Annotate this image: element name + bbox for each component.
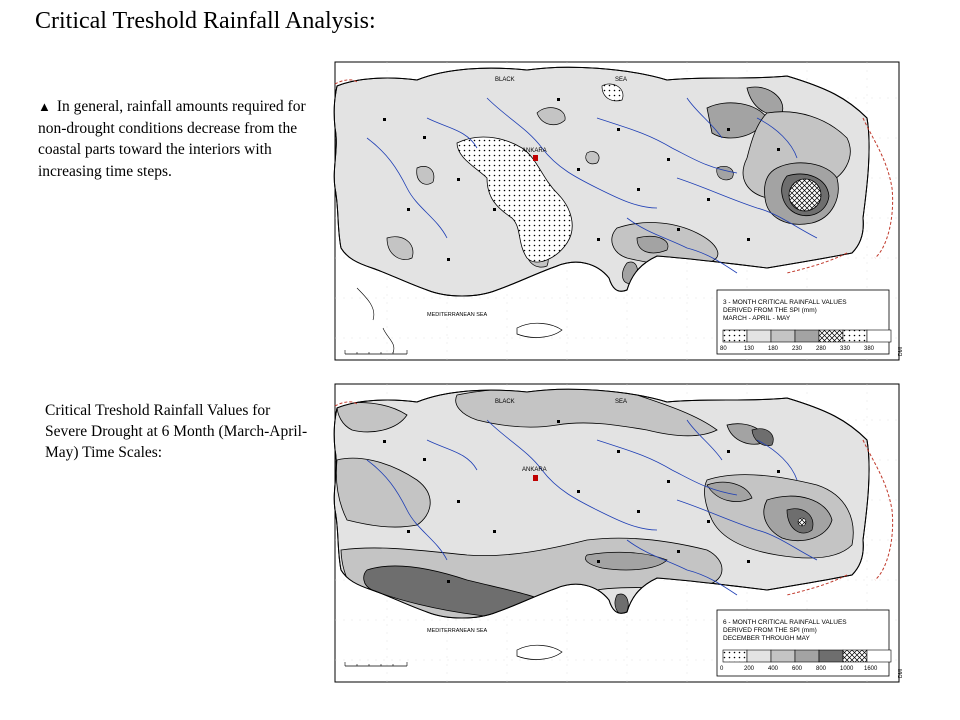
summary-note-text: In general, rainfall amounts required for non-drought conditions decrease from the coastal parts toward the interiors with increasing time steps.	[38, 98, 306, 180]
legend-tick-label: 600	[792, 666, 803, 672]
summary-note	[38, 96, 318, 182]
map-legend	[717, 610, 891, 676]
page-title: Critical Treshold Rainfall Analysis:	[35, 8, 376, 34]
legend-swatch	[747, 330, 771, 342]
rainfall-map-3-month	[327, 58, 907, 364]
legend-swatch	[723, 330, 747, 342]
legend-title-line3: DECEMBER THROUGH MAY	[723, 635, 810, 642]
legend-tick-label: 800	[816, 666, 827, 672]
rainfall-map-6-month	[327, 380, 907, 686]
legend-title-line3: MARCH - APRIL - MAY	[723, 315, 791, 322]
legend-swatch	[843, 330, 867, 342]
legend-swatch	[771, 650, 795, 662]
legend-tick-label: 80	[720, 346, 727, 352]
legend-swatch	[723, 650, 747, 662]
sea-north-label-1: BLACK	[495, 77, 515, 83]
sea-north-label-1: BLACK	[495, 399, 515, 405]
legend-tick-label: 230	[792, 346, 803, 352]
map-6-month-svg	[327, 380, 907, 686]
sea-south-label: MEDITERRANEAN SEA	[427, 628, 488, 634]
legend-swatch	[795, 650, 819, 662]
legend-tick-label: 130	[744, 346, 755, 352]
legend-title-line2: DERIVED FROM THE SPI (mm)	[723, 627, 817, 634]
legend-swatch	[747, 650, 771, 662]
legend-swatch	[771, 330, 795, 342]
sea-north-label-2: SEA	[615, 77, 628, 83]
legend-tick-label: 180	[768, 346, 779, 352]
legend-tick-label: 1000	[840, 666, 854, 672]
legend-tick-label: 280	[816, 346, 827, 352]
triangle-bullet-icon: ▲	[38, 99, 51, 114]
legend-swatch	[843, 650, 867, 662]
legend-title-line2: DERIVED FROM THE SPI (mm)	[723, 307, 817, 314]
capital-marker	[533, 475, 538, 481]
map-3-month-svg	[327, 58, 907, 364]
legend-swatch	[867, 330, 891, 342]
legend-swatch	[819, 330, 843, 342]
legend-tick-label: 200	[744, 666, 755, 672]
legend-swatch	[867, 650, 891, 662]
sea-south-label: MEDITERRANEAN SEA	[427, 312, 488, 318]
capital-label: ANKARA	[522, 467, 547, 473]
legend-title-line1: 6 - MONTH CRITICAL RAINFALL VALUES	[723, 619, 847, 626]
legend-tick-label: 380	[864, 346, 875, 352]
source-label: DMI	[898, 346, 904, 356]
legend-tick-label: 1600	[864, 666, 878, 672]
map-legend	[717, 290, 891, 354]
legend-tick-label: 400	[768, 666, 779, 672]
legend-swatch	[819, 650, 843, 662]
legend-title-line1: 3 - MONTH CRITICAL RAINFALL VALUES	[723, 299, 847, 306]
capital-label: ANKARA	[522, 148, 547, 154]
map-caption: Critical Treshold Rainfall Values for Severe Drought at 6 Month (March-April-May) Time Scales:	[45, 402, 308, 461]
capital-marker	[533, 155, 538, 161]
sea-north-label-2: SEA	[615, 399, 628, 405]
legend-swatch	[795, 330, 819, 342]
source-label: DMI	[898, 668, 904, 678]
legend-tick-label: 330	[840, 346, 851, 352]
legend-tick-label: 0	[720, 666, 724, 672]
